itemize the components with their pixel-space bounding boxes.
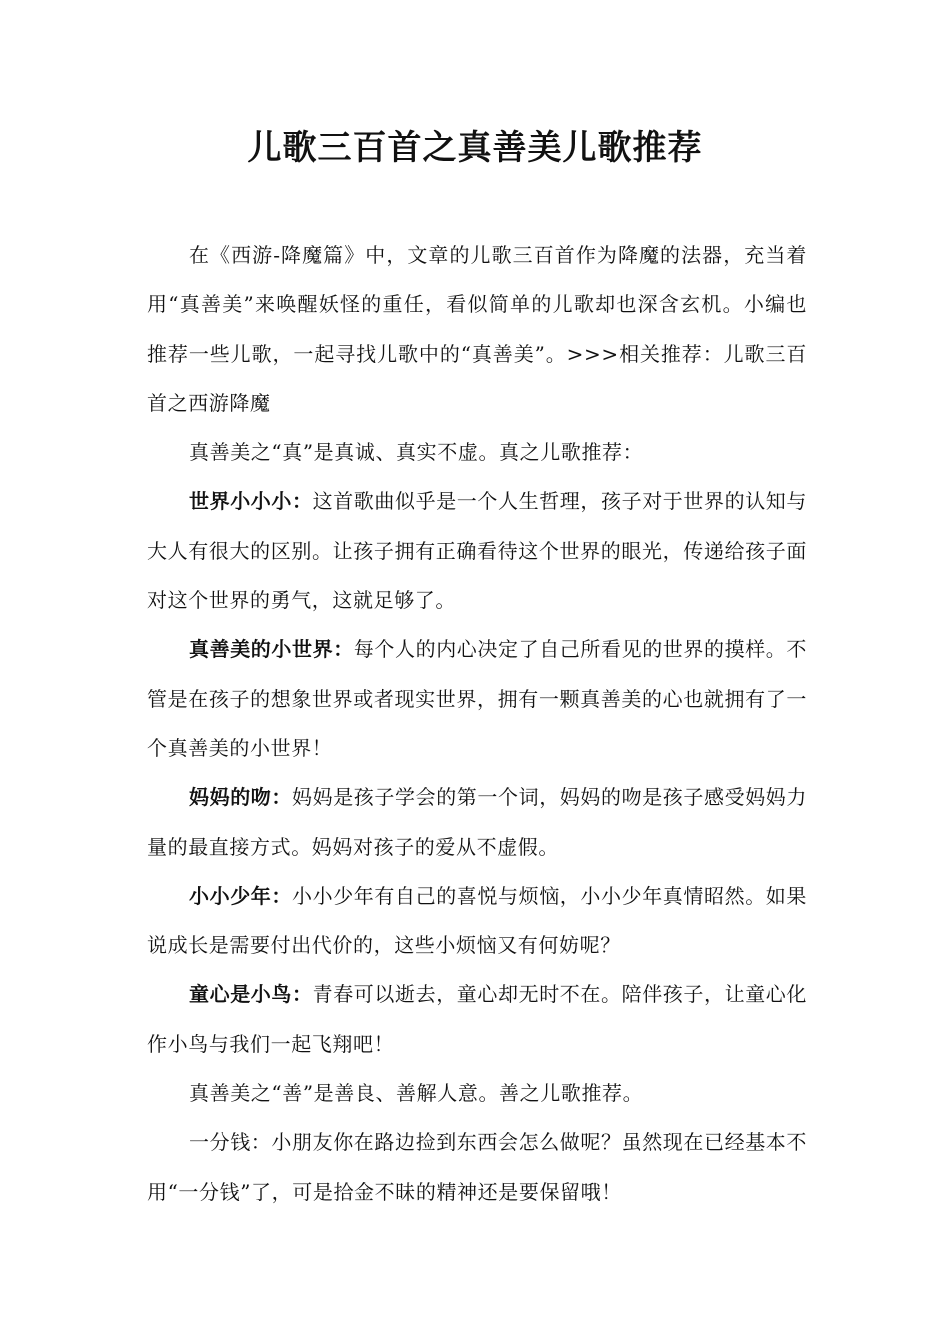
paragraph-intro <box>147 231 807 428</box>
paragraph-song-one-cent <box>147 1118 807 1217</box>
document-body <box>147 231 807 1217</box>
paragraph-text: 每个人的内心决定了自己所看见的世界的摸样。不管是在孩子的想象世界或者现实世界，拥有一颗真善美的心也就拥有了一个真善美的小世界！ <box>147 637 808 760</box>
paragraph-text: 在《西游-降魔篇》中，文章的儿歌三百首作为降魔的法器，充当着用“真善美”来唤醒妖怪的重任，看似简单的儿歌却也深含玄机。小编也推荐一些儿歌，一起寻找儿歌中的“真善美”。>>>相关推荐：儿歌三百首之西游降魔 <box>147 243 807 415</box>
paragraph-text: 小小少年有自己的喜悦与烦恼，小小少年真情昭然。如果说成长是需要付出代价的，这些小烦恼又有何妨呢？ <box>147 883 807 958</box>
paragraph-text: 青春可以逝去，童心却无时不在。陪伴孩子，让童心化作小鸟与我们一起飞翔吧！ <box>147 982 808 1056</box>
paragraph-text: 这首歌曲似乎是一个人生哲理，孩子对于世界的认知与大人有很大的区别。让孩子拥有正确看待这个世界的眼光，传递给孩子面对这个世界的勇气，这就足够了。 <box>147 489 808 613</box>
paragraph-text: 真善美之“真”是真诚、真实不虚。真之儿歌推荐： <box>189 440 644 465</box>
document-title: 儿歌三百首之真善美儿歌推荐 <box>247 128 703 168</box>
paragraph-kindness-heading <box>147 1069 807 1118</box>
paragraph-song-childlike-bird <box>147 970 807 1069</box>
song-title: 小小少年： <box>189 883 292 908</box>
song-title: 世界小小小： <box>189 489 313 514</box>
paragraph-text: 妈妈是孩子学会的第一个词，妈妈的吻是孩子感受妈妈力量的最直接方式。妈妈对孩子的爱从不虚假。 <box>147 785 807 859</box>
song-title: 真善美的小世界： <box>189 637 354 662</box>
paragraph-song-world-small <box>147 477 807 625</box>
paragraph-truth-heading <box>147 428 807 477</box>
paragraph-song-small-world <box>147 625 807 773</box>
paragraph-song-mothers-kiss <box>147 773 807 872</box>
paragraph-text: 真善美之“善”是善良、善解人意。善之儿歌推荐。 <box>189 1081 644 1106</box>
song-title: 妈妈的吻： <box>189 785 292 810</box>
paragraph-song-young-boy <box>147 872 807 971</box>
song-title: 童心是小鸟： <box>189 982 313 1007</box>
paragraph-text: 一分钱：小朋友你在路边捡到东西会怎么做呢？虽然现在已经基本不用“一分钱”了，可是拾金不昧的精神还是要保留哦！ <box>147 1130 807 1204</box>
